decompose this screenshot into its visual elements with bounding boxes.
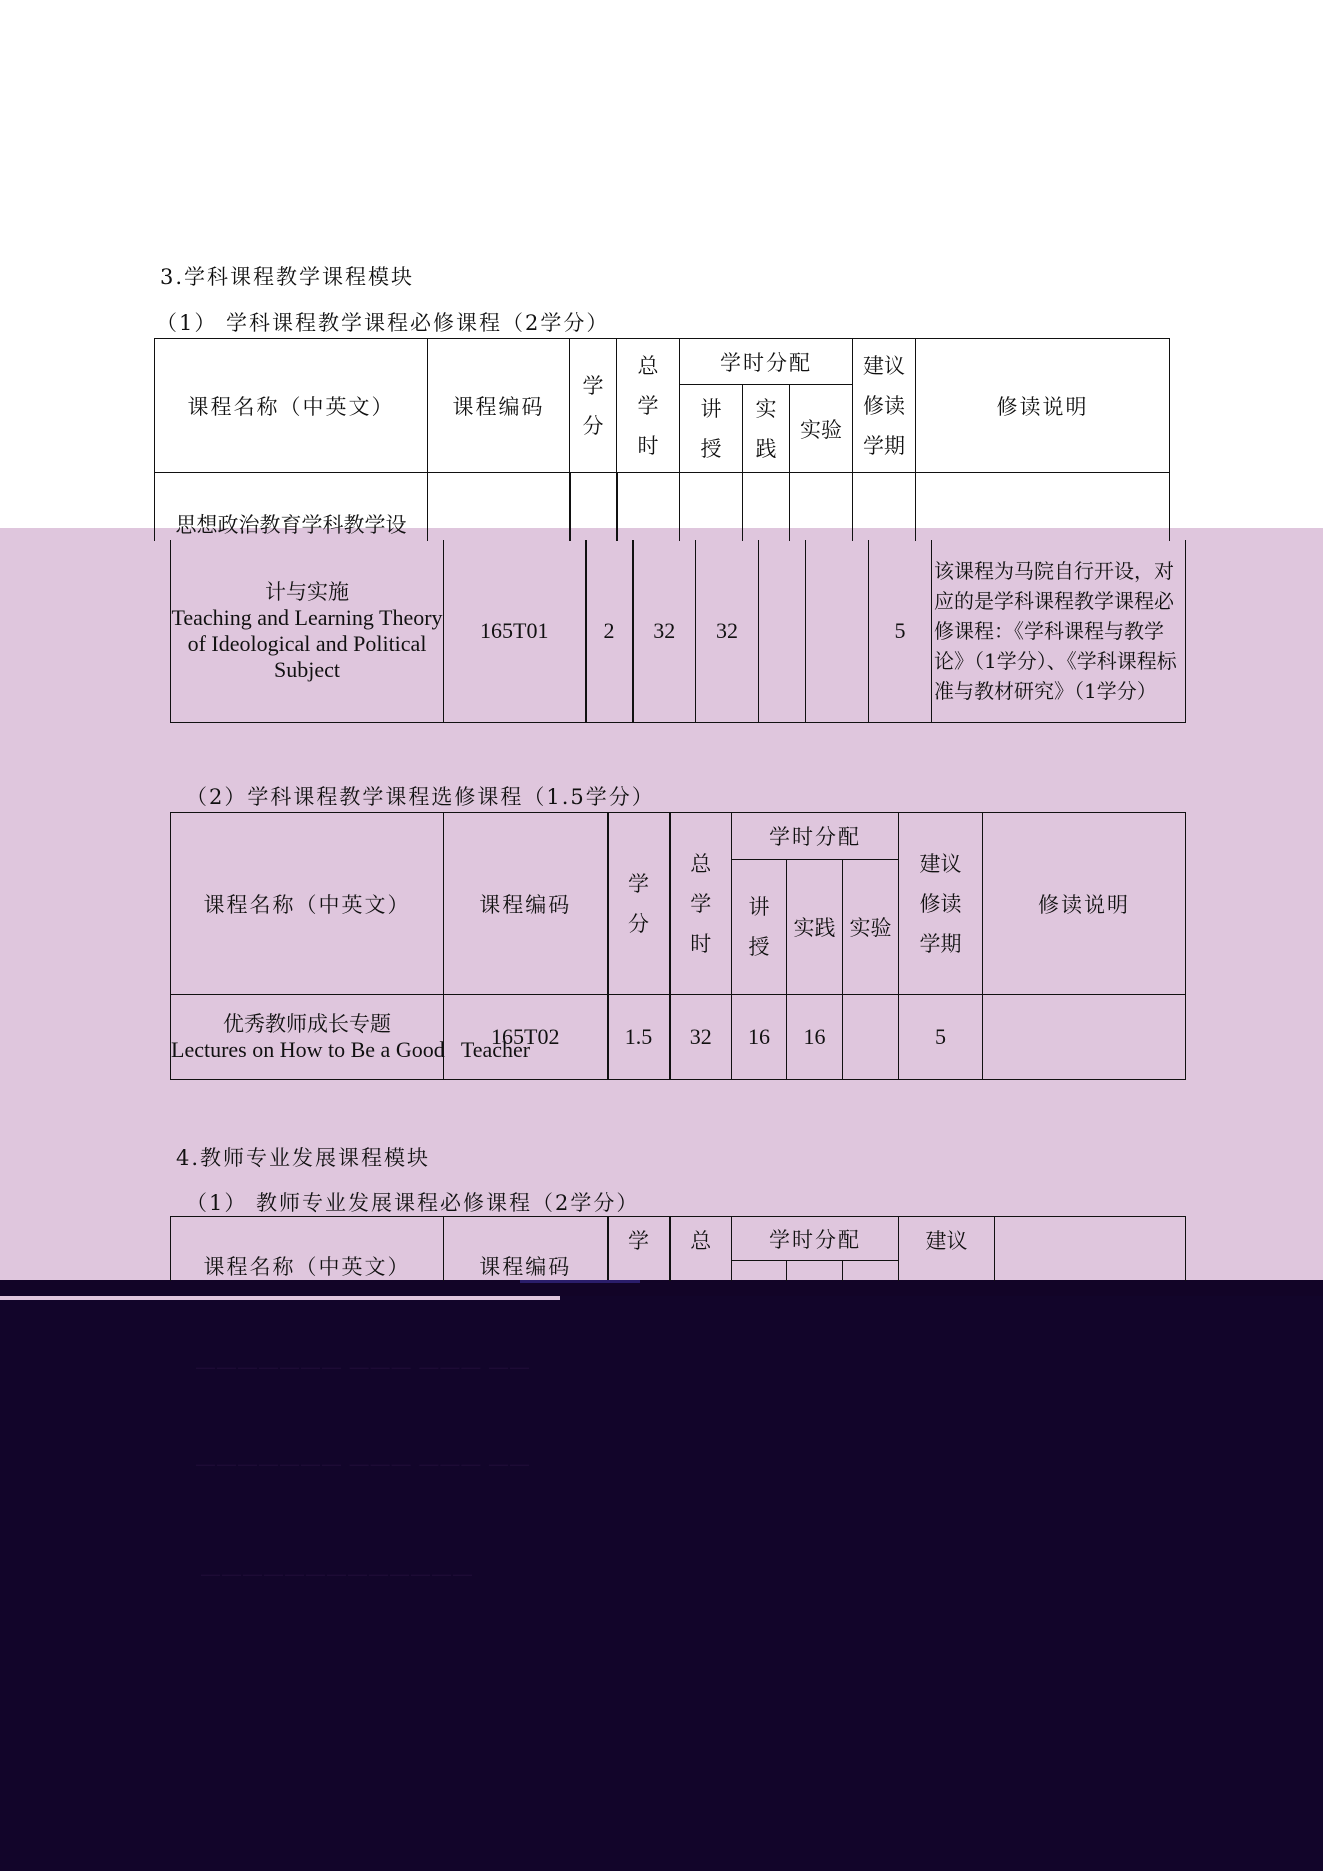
header-hour-distribution: 学时分配 — [732, 1217, 899, 1261]
course-name-cell — [171, 540, 444, 722]
course-note: 该课程为马院自行开设，对应的是学科课程教学课程必修课程：《学科课程与教学论》（1学分）、《学科课程标准与教材研究》（1学分） — [932, 540, 1186, 722]
header-suggested-term: 建议 修读 学期 — [853, 339, 916, 473]
teacher-development-table — [170, 1216, 1186, 1281]
header-credit: 学 — [608, 1217, 670, 1281]
header-practice: 实践 — [787, 860, 843, 995]
course-total-hours: 32 — [633, 540, 696, 722]
header-total-hours: 总 — [670, 1217, 732, 1281]
header-course-code: 课程编码 — [444, 1217, 608, 1281]
hidden-content-line: ——————— ——— ——— —— — [195, 1452, 531, 1476]
section4-sub1-title: （1） 教师专业发展课程必修课程（2学分） — [186, 1191, 640, 1215]
header-lecture: 讲 授 — [680, 385, 743, 473]
course-note — [983, 995, 1186, 1080]
elective-course-table — [170, 812, 1186, 1080]
hidden-content-line: ——————— ——— ——— —— — [195, 1355, 531, 1379]
header-hour-distribution: 学时分配 — [680, 339, 853, 385]
course-credit: 1.5 — [608, 995, 670, 1080]
course-name-cn-line2: 计与实施 — [265, 579, 349, 604]
course-practice-hours — [759, 540, 806, 722]
course-term: 5 — [869, 540, 932, 722]
header-course-code: 课程编码 — [444, 813, 608, 995]
header-course-name: 课程名称（中英文） — [155, 339, 428, 473]
course-lecture-hours: 16 — [732, 995, 787, 1080]
header-total-hours: 总 学 时 — [670, 813, 732, 995]
required-course-table — [154, 338, 1170, 541]
section4-title: 4.教师专业发展课程模块 — [176, 1146, 431, 1170]
course-credit: 2 — [586, 540, 633, 722]
hidden-content-line: ————————————— — [200, 1562, 473, 1586]
section3-sub2-title: （2）学科课程教学课程选修课程（1.5学分） — [186, 785, 655, 809]
header-total-hours: 总 学 时 — [617, 339, 680, 473]
header-suggested-term: 建议 — [899, 1217, 995, 1281]
header-experiment: 实验 — [843, 860, 899, 995]
dark-overlay-band-lower — [0, 1296, 1323, 1871]
section3-sub1-title: （1） 学科课程教学课程必修课程（2学分） — [156, 311, 610, 335]
header-credit: 学 分 — [570, 339, 617, 473]
header-hour-distribution: 学时分配 — [732, 813, 899, 860]
header-suggested-term: 建议 修读 学期 — [899, 813, 983, 995]
band-edge — [0, 1296, 560, 1300]
header-experiment: 实验 — [790, 385, 853, 473]
course-code: 165T02 — [444, 995, 608, 1080]
required-course-table-row — [170, 540, 1186, 723]
course-name-en: Lectures on How to Be a Good Teacher — [171, 1037, 531, 1062]
course-lecture-hours: 32 — [696, 540, 759, 722]
course-name-cn: 优秀教师成长专题 — [223, 1012, 391, 1036]
header-course-code: 课程编码 — [428, 339, 570, 473]
header-notes: 修读说明 — [916, 339, 1170, 473]
header-notes: 修读说明 — [983, 813, 1186, 995]
header-lecture: 讲 授 — [732, 860, 787, 995]
course-experiment-hours — [806, 540, 869, 722]
course-term: 5 — [899, 995, 983, 1080]
course-name-cn-line1: 思想政治教育学科教学设 — [155, 473, 428, 541]
course-total-hours: 32 — [670, 995, 732, 1080]
section3-title: 3.学科课程教学课程模块 — [160, 265, 415, 289]
header-practice: 实 践 — [743, 385, 790, 473]
course-experiment-hours — [843, 995, 899, 1080]
course-name-en: Teaching and Learning Theory of Ideological and Political Subject — [171, 604, 443, 682]
header-course-name: 课程名称（中英文） — [171, 1217, 444, 1281]
header-course-name: 课程名称（中英文） — [171, 813, 444, 995]
scan-artifact — [520, 1280, 640, 1283]
course-code: 165T01 — [444, 540, 586, 722]
header-credit: 学 分 — [608, 813, 670, 995]
course-practice-hours: 16 — [787, 995, 843, 1080]
